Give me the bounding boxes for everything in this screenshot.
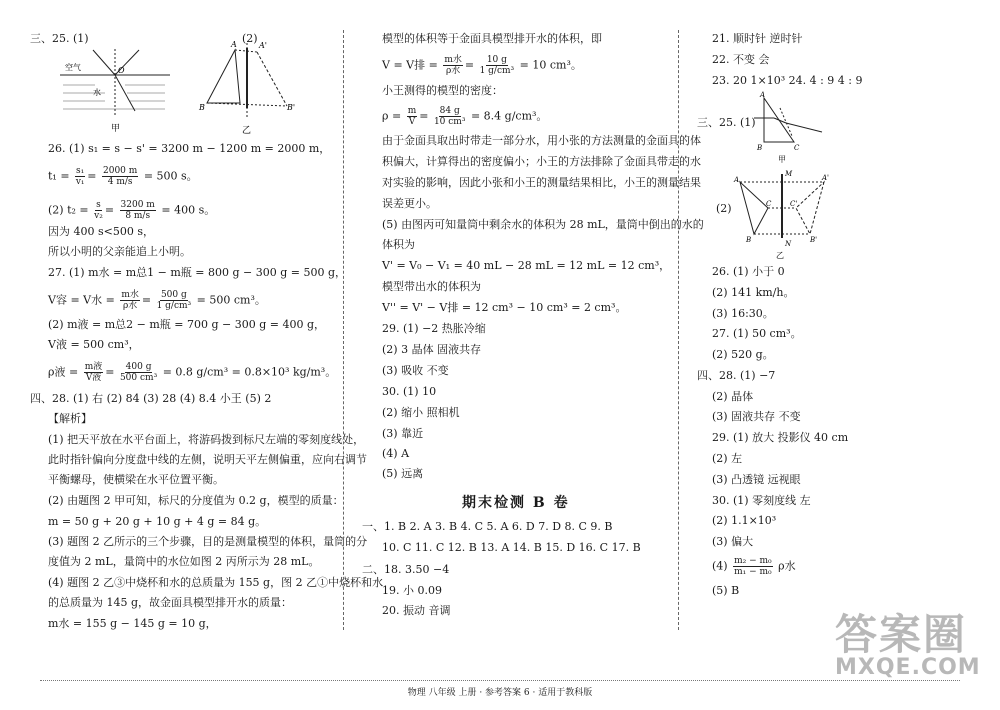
- fill-answer: 二、18. 3.50 −4: [362, 563, 450, 576]
- right-line: 27. (1) 50 cm³。: [712, 327, 802, 340]
- mirror-figure: [195, 38, 305, 138]
- point-b2-label: B': [810, 236, 818, 244]
- middle-line: 模型带出水的体积为: [382, 280, 481, 293]
- water-hatching: [63, 85, 165, 109]
- fill-answer: 19. 小 0.09: [382, 584, 442, 597]
- fill-answer: 20. 振动 音调: [382, 604, 451, 617]
- watermark-logo: 答案圈: [835, 610, 968, 659]
- analysis-line: (2) 由题图 2 甲可知，标尺的分度值为 0.2 g，模型的质量：: [48, 494, 344, 507]
- middle-line: (3) 吸收 不变: [382, 364, 449, 377]
- middle-line: V'' = V' − V排 = 12 cm³ − 10 cm³ = 2 cm³。: [382, 301, 627, 314]
- q26-t1: t₁ = $\frac{\text{s₁}}{\text{v₁}}$ = $\frac{2000 m}{4 m/s}$ = 500 s。: [48, 166, 198, 187]
- q27-volume: V容 = V水 = $\frac{\text{m水}}{\text{ρ水}}$ = $\frac{500 g}{\text{1 g/cm³}}$ = 500 cm³。: [48, 290, 266, 311]
- point-a-label: A: [760, 91, 766, 99]
- point-a2-label: A': [259, 41, 267, 50]
- point-c-label: C: [766, 200, 772, 208]
- point-b2-label: B': [287, 103, 296, 112]
- middle-line: (2) 3 晶体 固液共存: [382, 343, 482, 356]
- middle-line: (4) A: [382, 447, 410, 460]
- footer-rule: [40, 680, 960, 681]
- mc-answers-row2: 10. C 11. C 12. B 13. A 14. B 15. D 16. C 17. B: [382, 541, 641, 554]
- middle-volume-formula: V = V排 = $\frac{\text{m水}}{\text{ρ水}}$ = $\frac{10 g}{\text{1 g/cm³}}$ = 10 cm³。: [382, 55, 582, 76]
- right-line: (3) 16:30。: [712, 307, 774, 320]
- column-divider-right: [678, 30, 679, 630]
- middle-line: V' = V₀ − V₁ = 40 mL − 28 mL = 12 mL = 12 cm³，: [382, 259, 671, 272]
- right-line: (2) 141 km/h。: [712, 286, 795, 299]
- point-m-label: M: [785, 170, 793, 178]
- middle-line: 29. (1) −2 热胀冷缩: [382, 322, 486, 335]
- right-line: 23. 20 1×10³ 24. 4 : 9 4 : 9: [712, 74, 863, 87]
- water-label: 水: [93, 88, 101, 97]
- q26-conclusion1: 因为 400 s<500 s，: [48, 225, 154, 238]
- point-c-label: C: [794, 144, 800, 152]
- image-ab: [257, 52, 287, 106]
- analysis-line: 的总质量为 145 g，故金面具模型排开水的质量：: [48, 596, 293, 609]
- middle-line: 30. (1) 10: [382, 385, 437, 398]
- analysis-line: (3) 题图 2 乙所示的三个步骤，目的是测量模型的体积，量筒的分: [48, 535, 368, 548]
- right-line: 30. (1) 零刻度线 左: [712, 494, 811, 507]
- middle-line: 小王测得的模型的密度：: [382, 84, 503, 97]
- point-n-label: N: [785, 240, 792, 248]
- fig-yi-caption: 乙: [242, 126, 252, 136]
- analysis-line: 平衡螺母，使横梁在水平位置平衡。: [48, 473, 224, 486]
- right-line: (5) B: [712, 584, 740, 597]
- point-b-label: B: [757, 144, 763, 152]
- prism-figure: [752, 90, 832, 165]
- right-line: (3) 固液共存 不变: [712, 410, 801, 423]
- analysis-line: (1) 把天平放在水平台面上，将游码拨到标尺左端的零刻度线处，: [48, 433, 365, 446]
- point-a-label: A: [231, 40, 237, 49]
- right-q30-4: (4) $\frac{\text{m₂ − m₀}}{\text{m₁ − m₀}}$ ρ水: [712, 556, 796, 577]
- right-line: 29. (1) 放大 投影仪 40 cm: [712, 431, 849, 444]
- middle-line: (2) 缩小 照相机: [382, 406, 460, 419]
- fig-jia-caption: 甲: [111, 124, 121, 134]
- image-abc: [796, 182, 824, 234]
- right-line: (3) 偏大: [712, 535, 754, 548]
- right-q25-label: 三、25. (1): [697, 116, 756, 129]
- right-line: 四、28. (1) −7: [697, 369, 776, 382]
- middle-line: (5) 远离: [382, 467, 424, 480]
- middle-line: 模型的体积等于金面具模型排开水的体积，即: [382, 32, 602, 45]
- section-title: 期末检测 B 卷: [462, 495, 570, 511]
- q27-line2: (2) m液 = m总2 − m瓶 = 700 g − 300 g = 400 g，: [48, 318, 326, 331]
- refraction-figure: [55, 45, 175, 135]
- analysis-heading: 【解析】: [48, 412, 92, 425]
- middle-line: (5) 由图丙可知量筒中剩余水的体积为 28 mL，量筒中倒出的水的: [382, 218, 704, 231]
- middle-line: 积偏大，计算得出的密度偏小；小王的方法排除了金面具带走的水: [382, 155, 701, 168]
- mirror-triangle-figure: [732, 168, 832, 260]
- right-line: (3) 凸透镜 远视眼: [712, 473, 801, 486]
- middle-line: 对实验的影响，因此小张和小王的测量结果相比，小王的测量结果: [382, 176, 701, 189]
- point-c2-label: C': [790, 200, 798, 208]
- right-line: (2) 晶体: [712, 390, 754, 403]
- q25-label: 三、25. (1): [30, 32, 89, 45]
- q26-conclusion2: 所以小明的父亲能追上小明。: [48, 245, 191, 258]
- middle-line: 误差更小。: [382, 197, 437, 210]
- analysis-line: 度值为 2 mL，量筒中的水位如图 2 丙所示为 28 mL。: [48, 555, 320, 568]
- q26-t2: (2) t₂ = $\frac{s}{\text{v₂}}$ = $\frac{3200 m}{8 m/s}$ = 400 s。: [48, 200, 216, 221]
- right-line: (2) 520 g。: [712, 348, 774, 361]
- right-line: 22. 不变 会: [712, 53, 770, 66]
- analysis-line: (4) 题图 2 乙③中烧杯和水的总质量为 155 g，图 2 乙①中烧杯和水: [48, 576, 384, 589]
- right-line: 21. 顺时针 逆时针: [712, 32, 803, 45]
- point-a2-label: A': [822, 174, 829, 182]
- column-divider-left: [343, 30, 344, 630]
- normal-line: [780, 108, 792, 136]
- point-a-label: A: [734, 176, 740, 184]
- mc-answers-row1: 一、1. B 2. A 3. B 4. C 5. A 6. D 7. D 8. C 9. B: [362, 520, 613, 533]
- point-b-label: B: [199, 103, 205, 112]
- q26-line1: 26. (1) s₁ = s − s' = 3200 m − 1200 m = 2000 m，: [48, 142, 331, 155]
- fig-jia-caption: 甲: [778, 155, 786, 164]
- emergent-ray: [786, 123, 822, 132]
- middle-line: (3) 靠近: [382, 427, 424, 440]
- object-ab: [207, 50, 240, 103]
- middle-density-formula: ρ = $\frac{m}{V}$ = $\frac{84 g}{\text{10 cm³}}$ = 8.4 g/cm³。: [382, 106, 548, 127]
- q27-line1: 27. (1) m水 = m总1 − m瓶 = 800 g − 300 g = 500 g，: [48, 266, 347, 279]
- right-line: (2) 1.1×10³: [712, 514, 777, 527]
- analysis-line: m水 = 155 g − 145 g = 10 g，: [48, 617, 217, 630]
- object-abc: [740, 182, 768, 234]
- q27-density: ρ液 = $\frac{\text{m液}}{\text{V液}}$ = $\frac{400 g}{\text{500 cm³}}$ = 0.8 g/cm³ = 0.8×10³ kg/m³。: [48, 362, 337, 383]
- analysis-line: m = 50 g + 20 g + 10 g + 4 g = 84 g。: [48, 515, 267, 528]
- incident-ray: [93, 50, 115, 75]
- q27-liquid-volume: V液 = 500 cm³，: [48, 338, 140, 351]
- right-q25-part2: (2): [716, 202, 732, 215]
- analysis-line: 此时指针偏向分度盘中线的左侧，说明天平左侧偏重，应向右调节: [48, 453, 367, 466]
- air-label: 空气: [65, 63, 81, 72]
- q25-part2-label: (2): [242, 32, 258, 45]
- watermark-url: MXQE.COM: [835, 655, 981, 680]
- middle-line: 由于金面具取出时带走一部分水，用小张的方法测量的金面具的体: [382, 134, 701, 147]
- right-line: 26. (1) 小于 0: [712, 265, 785, 278]
- footer-text: 物理 八年级 上册 · 参考答案 6 · 适用于教科版: [407, 688, 593, 698]
- fig-yi-caption: 乙: [776, 251, 784, 260]
- right-line: (2) 左: [712, 452, 743, 465]
- point-b-label: B: [746, 236, 752, 244]
- middle-line: 体积为: [382, 238, 415, 251]
- q28-answers: 四、28. (1) 右 (2) 84 (3) 28 (4) 8.4 小王 (5) 2: [30, 392, 272, 405]
- point-o-label: O: [118, 66, 125, 75]
